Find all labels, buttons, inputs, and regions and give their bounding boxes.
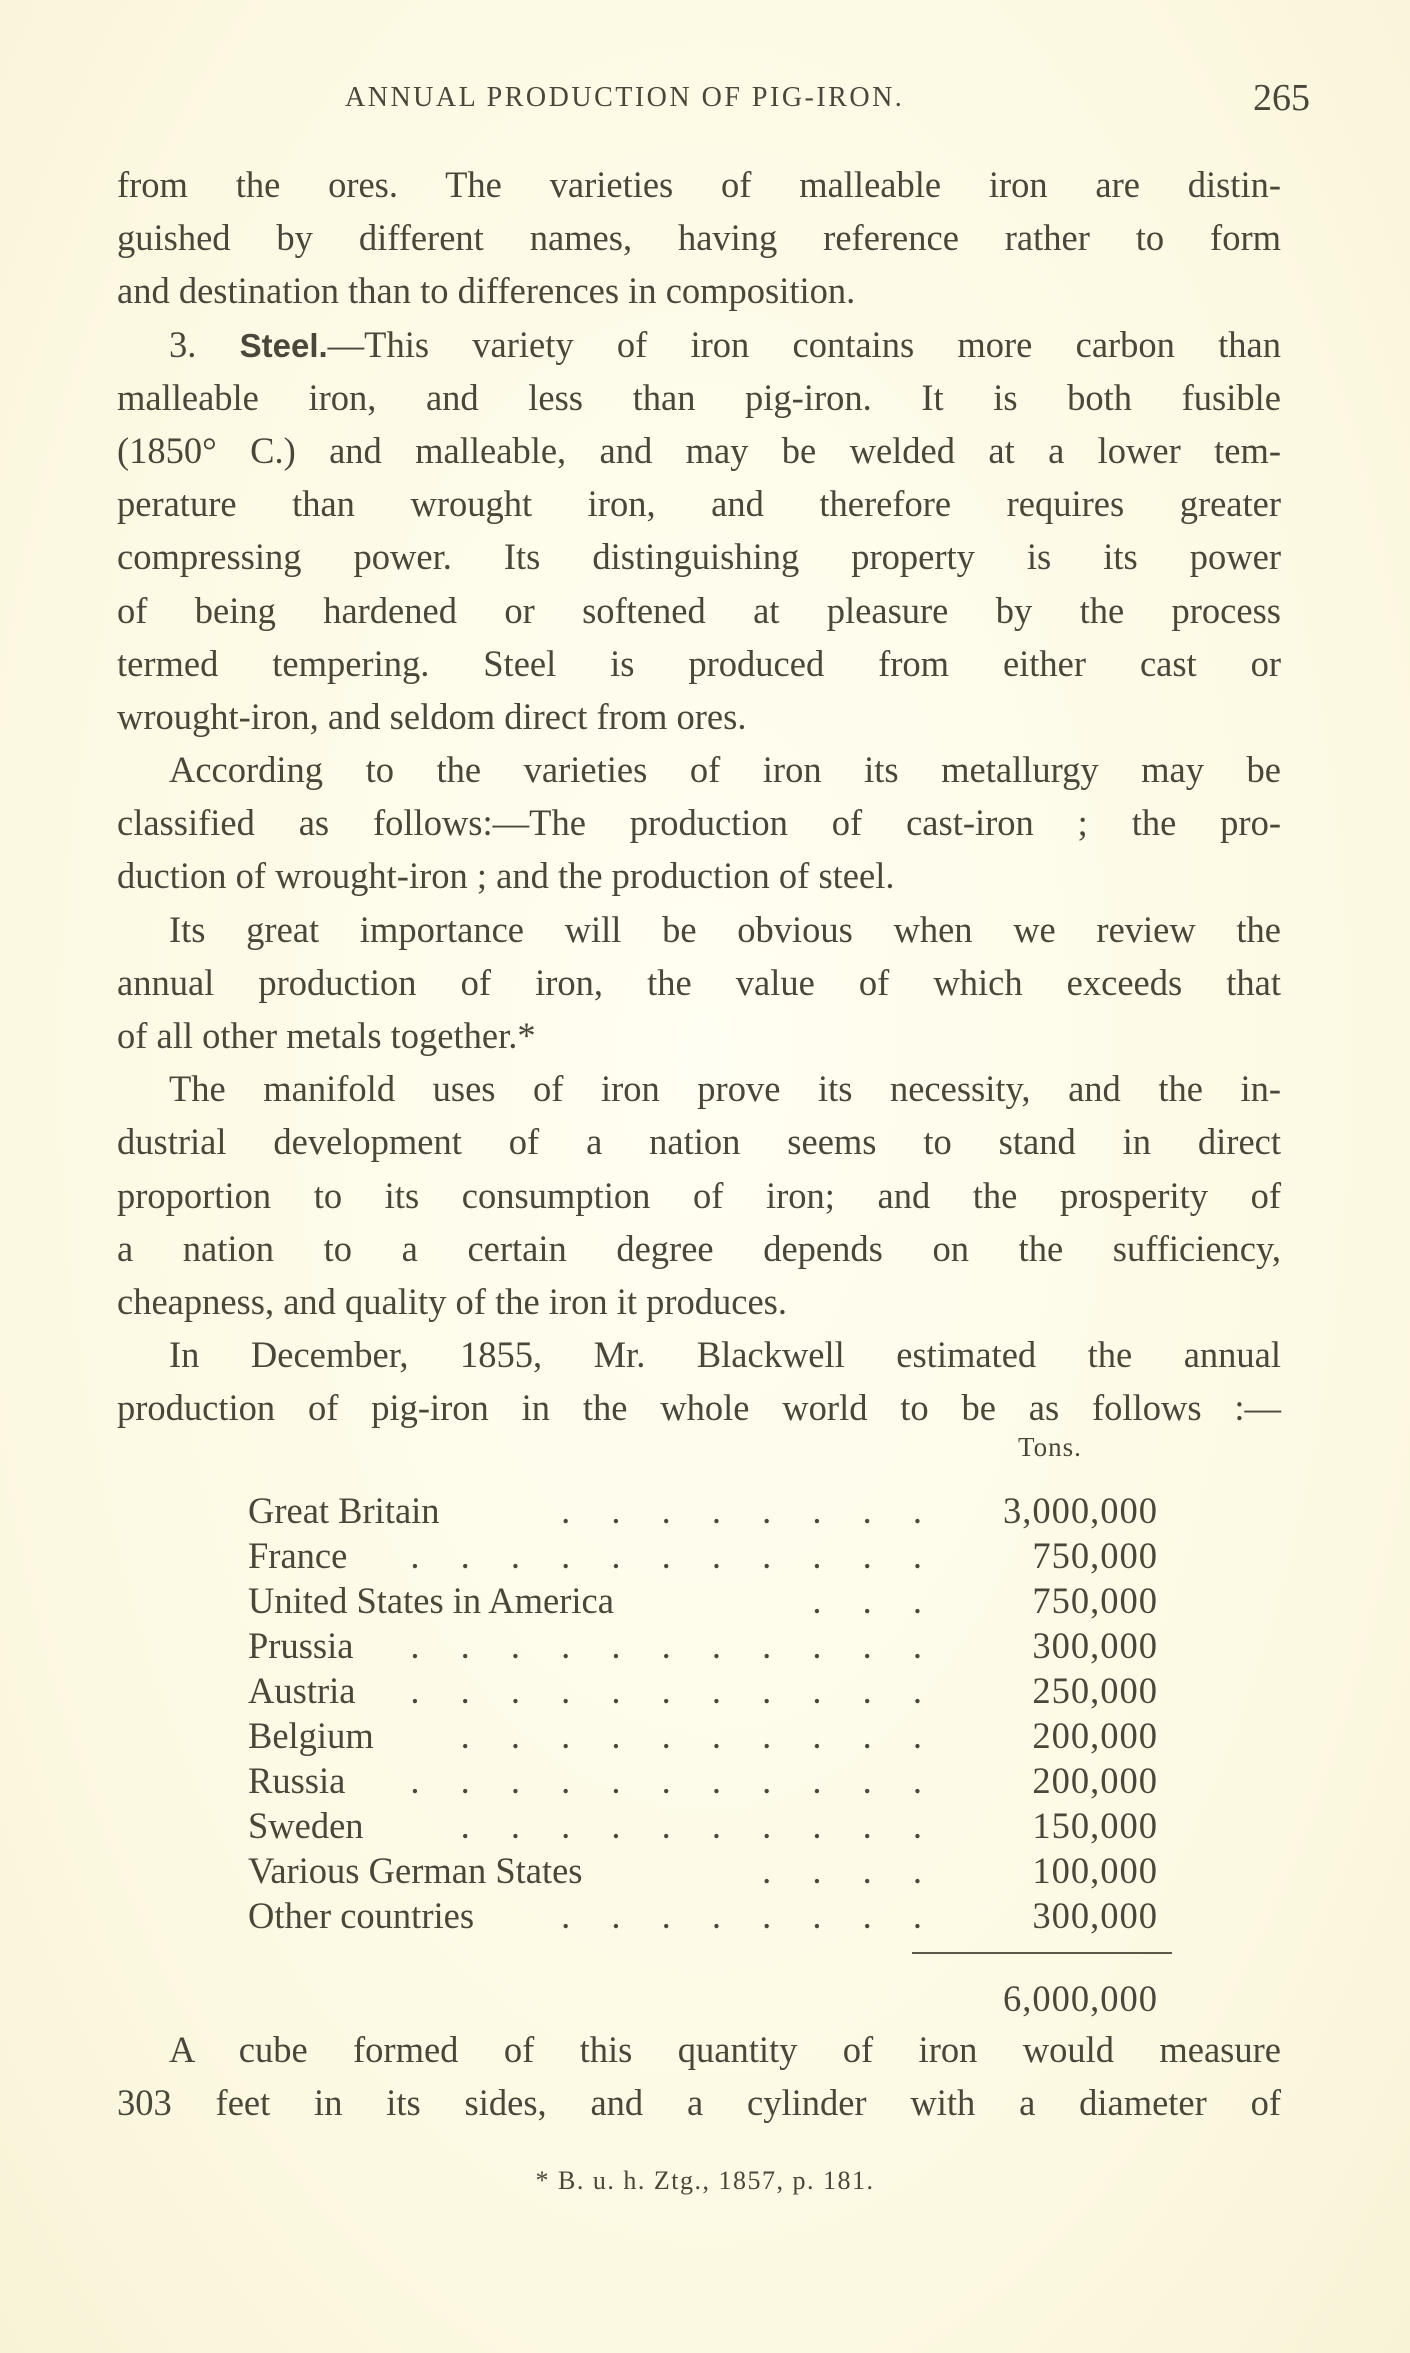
tons-value: 150,000 bbox=[1032, 1805, 1158, 1846]
country-name: Russia bbox=[248, 1760, 346, 1801]
text-line: perature than wrought iron, and therefore requires greater bbox=[117, 483, 1281, 525]
country-name: Sweden bbox=[248, 1805, 364, 1846]
dot-leader: . . . . . . . . . . . bbox=[410, 1535, 938, 1576]
running-head bbox=[120, 76, 1310, 119]
table-row bbox=[248, 1623, 1158, 1668]
footnote: * B. u. h. Ztg., 1857, p. 181. bbox=[535, 2166, 875, 2195]
text-line: dustrial development of a nation seems to stand in direct bbox=[117, 1121, 1281, 1163]
country-name: Various German States bbox=[248, 1850, 583, 1891]
text-line: a nation to a certain degree depends on the sufficiency, bbox=[117, 1227, 1281, 1269]
dot-leader: . . . bbox=[812, 1580, 938, 1621]
tons-value: 300,000 bbox=[1032, 1895, 1158, 1936]
steel-para-first-line bbox=[117, 318, 1281, 371]
table-row bbox=[248, 1713, 1158, 1758]
text-line: In December, 1855, Mr. Blackwell estimated the annual bbox=[169, 1334, 1281, 1376]
tons-value: 750,000 bbox=[1032, 1580, 1158, 1621]
text-line: The manifold uses of iron prove its necessity, and the in- bbox=[169, 1068, 1281, 1110]
country-name: Prussia bbox=[248, 1625, 354, 1666]
country-name: Great Britain bbox=[248, 1490, 440, 1531]
text-fragment: —This variety of iron contains more carbon than bbox=[327, 323, 1281, 365]
dot-leader: . . . . . . . . bbox=[561, 1895, 938, 1936]
country-name: Austria bbox=[248, 1670, 356, 1711]
country-name: Other countries bbox=[248, 1895, 475, 1936]
country-name: Belgium bbox=[248, 1715, 374, 1756]
section-heading: Steel. bbox=[239, 326, 328, 364]
text-line: production of pig-iron in the whole world to be as follows :— bbox=[117, 1387, 1281, 1429]
table-row bbox=[248, 1488, 1158, 1533]
footnote-reference-line: of all other metals together.* bbox=[117, 1015, 536, 1056]
table-row bbox=[248, 1758, 1158, 1803]
text-line: malleable iron, and less than pig-iron. It is both fusible bbox=[117, 376, 1281, 418]
text-line: guished by different names, having reference rather to form bbox=[117, 217, 1281, 259]
text-line: compressing power. Its distinguishing property is its power bbox=[117, 536, 1281, 578]
dot-leader: . . . . . . . . . . . bbox=[410, 1760, 938, 1801]
dot-leader: . . . . . . . . . . . bbox=[410, 1670, 938, 1711]
text-line: cheapness, and quality of the iron it produces. bbox=[117, 1280, 787, 1322]
dot-leader: . . . . . . . . . . bbox=[460, 1715, 938, 1756]
text-line: (1850° C.) and malleable, and may be welded at a lower tem- bbox=[117, 429, 1281, 471]
table-row bbox=[248, 1533, 1158, 1578]
text-line: proportion to its consumption of iron; and the prosperity of bbox=[117, 1174, 1281, 1216]
text-line: Its great importance will be obvious when we review the bbox=[169, 908, 1281, 950]
tons-value: 750,000 bbox=[1032, 1535, 1158, 1576]
text-line: A cube formed of this quantity of iron would measure bbox=[169, 2029, 1281, 2070]
total-value: 6,000,000 bbox=[1003, 1978, 1158, 2019]
table-row bbox=[248, 1848, 1158, 1893]
page-number: 265 bbox=[1253, 77, 1310, 119]
section-number: 3. bbox=[169, 323, 197, 365]
table-row bbox=[248, 1893, 1158, 1938]
text-line: According to the varieties of iron its metallurgy may be bbox=[169, 749, 1281, 791]
country-name: France bbox=[248, 1535, 348, 1576]
text-line: from the ores. The varieties of malleable iron are distin- bbox=[117, 164, 1281, 205]
text-line: termed tempering. Steel is produced from either cast or bbox=[117, 642, 1281, 684]
unit-header: Tons. bbox=[1018, 1432, 1082, 1462]
text-line: of being hardened or softened at pleasure by the process bbox=[117, 589, 1281, 631]
country-name: United States in America bbox=[248, 1580, 614, 1621]
tons-value: 200,000 bbox=[1032, 1715, 1158, 1756]
text-line: duction of wrought-iron ; and the production of steel. bbox=[117, 855, 895, 897]
sum-rule bbox=[912, 1952, 1172, 1954]
table-row bbox=[248, 1803, 1158, 1848]
dot-leader: . . . . . . . . . . bbox=[460, 1805, 938, 1846]
text-line: classified as follows:—The production of cast-iron ; the pro- bbox=[117, 802, 1281, 844]
text-line: and destination than to differences in composition. bbox=[117, 270, 856, 312]
running-title: ANNUAL PRODUCTION OF PIG-IRON. bbox=[345, 82, 905, 113]
table-row bbox=[248, 1578, 1158, 1623]
table-row bbox=[248, 1668, 1158, 1713]
tons-value: 3,000,000 bbox=[1003, 1490, 1158, 1531]
dot-leader: . . . . bbox=[762, 1850, 938, 1891]
tons-value: 100,000 bbox=[1032, 1850, 1158, 1891]
tons-value: 200,000 bbox=[1032, 1760, 1158, 1801]
tons-value: 250,000 bbox=[1032, 1670, 1158, 1711]
closing-text bbox=[117, 2023, 1281, 2129]
text-line: annual production of iron, the value of which exceeds that bbox=[117, 961, 1281, 1003]
dot-leader: . . . . . . . . bbox=[561, 1490, 938, 1531]
text-line: wrought-iron, and seldom direct from ores. bbox=[117, 695, 747, 737]
dot-leader: . . . . . . . . . . . bbox=[410, 1625, 938, 1666]
tons-value: 300,000 bbox=[1032, 1625, 1158, 1666]
text-line: 303 feet in its sides, and a cylinder with a diameter of bbox=[117, 2082, 1281, 2124]
body-text bbox=[117, 158, 1281, 1435]
